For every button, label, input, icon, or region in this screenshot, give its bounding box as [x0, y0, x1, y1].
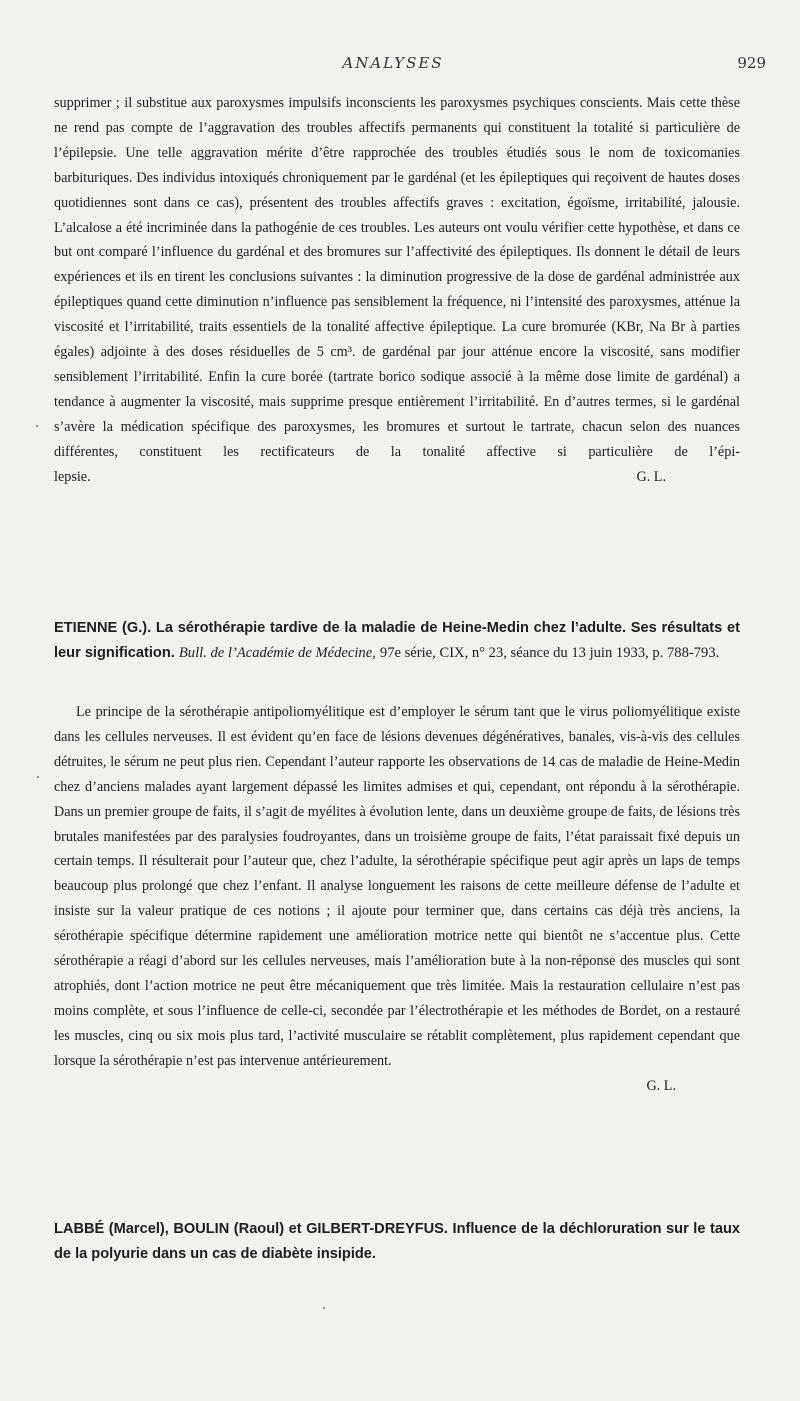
review-signoff [54, 465, 740, 490]
review-signature: G. L. [636, 468, 666, 485]
entry-details: 97e série, CIX, n° 23, séance du 13 juin 1933, p. 788-793. [379, 644, 720, 661]
running-title: ANALYSES [342, 54, 444, 72]
print-speck [36, 425, 38, 427]
page-number: 929 [737, 54, 766, 72]
review-etienne-body [54, 700, 740, 1099]
entry-title: Influence de la déchloruration sur le taux de la polyurie dans un cas de diabète insipide. [54, 1221, 740, 1262]
review-paragraph: supprimer ; il substitue aux paroxysmes impulsifs inconscients les paroxysmes psychiques conscients. Mais cette thèse ne rend pas compte de l’aggravation des troubles affectifs permanents qui constituent la totalité si particulière de l’épilepsie. Une telle aggravation mérite d’être rapprochée des troubles étudiés sous le nom de toxicomanies barbituriques. Des individus intoxiqués chroniquement par le gardénal (et les épileptiques qui reçoivent de hautes doses quotidiennes sont dans ce cas), présentent des troubles affectifs graves : excitation, égoïsme, irritabilité, jalousie. L’alcalose a été incriminée dans la pathogénie de ces troubles. Les auteurs ont voulu vérifier cette hypothèse, et dans ce but ont comparé l’influence du gardénal et des bromures sur l’affectivité des épileptiques. Ils donnent le détail de leurs expériences et ils en tirent les conclusions suivantes : la diminution progressive de la dose de gardénal administrée aux épileptiques quand cette diminution n’influence pas sensiblement la fréquence, ni l’intensité des paroxysmes, atténue la viscosité et l’irritabilité, traits essentiels de la tonalité affective épileptique. La cure bromurée (KBr, Na Br à parties égales) adjointe à des doses résiduelles de 5 cm³. de gardénal par jour atténue encore la viscosité, sans modifier sensiblement l’irritabilité. Enfin la cure borée (tartrate borico sodique associé à la même dose limite de gardénal) a tendance à augmenter la viscosité, mais supprime presque entièrement l’irritabilité. En d’autres termes, si le gardénal s’avère la médication spécifique des paroxysmes, les bromures et surtout le tartrate, chacun selon des nuances différentes, constituent les rectificateurs de la tonalité affective si particulière de l’épi- [54, 95, 740, 460]
page-header [0, 54, 800, 78]
review-signature: G. L. [646, 1077, 676, 1094]
entry-etienne-heading [54, 616, 740, 665]
print-speck [37, 776, 39, 778]
entry-authors: LABBÉ (Marcel), BOULIN (Raoul) et GILBERT-DREYFUS. [54, 1221, 448, 1237]
review-epilepsy-body [54, 91, 740, 490]
entry-labbe-heading [54, 1217, 740, 1266]
entry-title: La sérothérapie tardive de la maladie de Heine-Medin chez l’adulte. Ses résultats et leur signification. [54, 620, 740, 661]
review-last-line: lepsie. [54, 468, 91, 485]
entry-authors: ETIENNE (G.). [54, 620, 152, 636]
print-speck [323, 1307, 325, 1309]
entry-journal: Bull. de l’Académie de Médecine, [178, 644, 376, 661]
review-paragraph: Le principe de la sérothérapie antipoliomyélitique est d’employer le sérum tant que le virus poliomyélitique existe dans les cellules nerveuses. Il est évident qu’en face de lésions devenues dégénératives, banales, vis-à-vis des cellules détruites, le sérum ne peut plus rien. Cependant l’auteur rapporte les observations de 14 cas de maladie de Heine-Medin chez d’anciens malades ayant largement dépassé les limites admises et qui, cependant, ont répondu à la sérothérapie. Dans un premier groupe de faits, il s’agit de myélites à évolution lente, dans un deuxième groupe de faits, de lésions très brutales manifestées par des paralysies foudroyantes, dans un troisième groupe de faits, l’état paraissait fixé depuis un certain temps. Il résulterait pour l’auteur que, chez l’adulte, la sérothérapie spécifique peut agir après un laps de temps beaucoup plus prolongé que chez l’enfant. Il analyse longuement les raisons de cette meilleure défense de l’adulte et insiste sur la valeur pratique de ces notions ; il ajoute pour terminer que, dans certains cas déjà très anciens, la sérothérapie spécifique détermine rapidement une amélioration motrice nette qui bientôt ne s’accentue plus. Cette sérothérapie a réagi d’abord sur les cellules nerveuses, mais l’amélioration bute à la non-réponse des muscles qui sont atrophiés, dont l’action motrice ne peut être mécaniquement que très limitée. Mais la restauration cellulaire n’est pas moins complète, et sous l’influence de celle-ci, secondée par l’électrothérapie et les méthodes de Bordet, on a restauré les muscles, cinq ou six mois plus tard, l’activité musculaire se rétablit complètement, plus rapidement cependant que lorsque la sérothérapie n’est pas intervenue antérieurement. [54, 704, 740, 1069]
